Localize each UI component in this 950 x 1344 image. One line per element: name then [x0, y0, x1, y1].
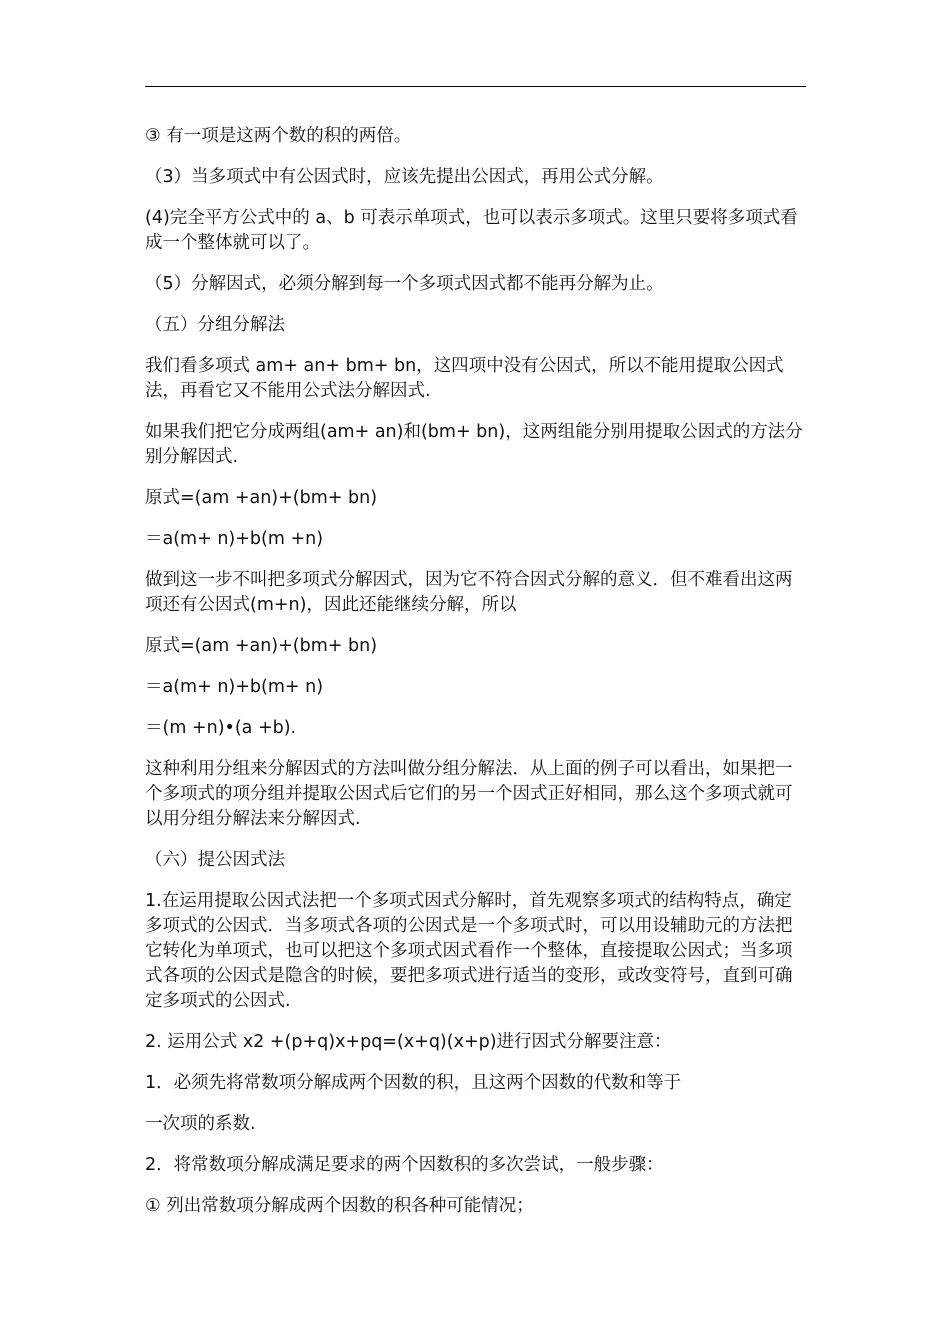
paragraph-17: 2. 运用公式 x2 +(p+q)x+pq=(x+q)(x+p)进行因式分解要注意： [145, 1032, 672, 1052]
paragraph-2: （3）当多项式中有公因式时，应该先提出公因式，再用公式分解。 [145, 167, 664, 187]
paragraph-21: ① 列出常数项分解成两个因数的积各种可能情况； [145, 1196, 534, 1216]
paragraph-14: 这种利用分组来分解因式的方法叫做分组分解法．从上面的例子可以看出，如果把一个多项式的项分组并提取公因式后它们的另一个因式正好相同，那么这个多项式就可以用分组分解法来分解因式. [145, 759, 793, 829]
paragraph-10: 做到这一步不叫把多项式分解因式，因为它不符合因式分解的意义．但不难看出这两项还有公因式(m+n)，因此还能继续分解，所以 [145, 570, 793, 615]
formula-line-12: ＝a(m+ n)+b(m+ n) [145, 677, 324, 697]
section-heading-15: （六）提公因式法 [145, 850, 285, 870]
paragraph-7: 如果我们把它分成两组(am+ an)和(bm+ bn)，这两组能分别用提取公因式的方法分别分解因式. [145, 422, 803, 467]
paragraph-18: 1．必须先将常数项分解成两个因数的积，且这两个因数的代数和等于 [145, 1073, 682, 1093]
formula-line-11: 原式=(am +an)+(bm+ bn) [145, 636, 378, 656]
section-heading-5: （五）分组分解法 [145, 315, 285, 335]
formula-line-9: ＝a(m+ n)+b(m +n) [145, 529, 324, 549]
formula-line-13: ＝(m +n)•(a +b). [145, 718, 297, 738]
formula-line-8: 原式=(am +an)+(bm+ bn) [145, 488, 378, 508]
header-rule [145, 86, 806, 87]
paragraph-20: 2．将常数项分解成满足要求的两个因数积的多次尝试，一般步骤： [145, 1155, 664, 1175]
paragraph-3: (4)完全平方公式中的 a、b 可表示单项式，也可以表示多项式。这里只要将多项式看成一个整体就可以了。 [145, 208, 798, 253]
paragraph-19: 一次项的系数. [145, 1114, 256, 1134]
paragraph-1: ③ 有一项是这两个数的积的两倍。 [145, 126, 412, 146]
document-body [145, 124, 807, 1235]
paragraph-16: 1.在运用提取公因式法把一个多项式因式分解时，首先观察多项式的结构特点，确定多项式的公因式．当多项式各项的公因式是一个多项式时，可以用设辅助元的方法把它转化为单项式，也可以把这个多项式因式看作一个整体，直接提取公因式；当多项式各项的公因式是隐含的时候，要把多项式进行适当的变形，或改变符号，直到可确定多项式的公因式. [145, 891, 793, 1011]
paragraph-6: 我们看多项式 am+ an+ bm+ bn，这四项中没有公因式，所以不能用提取公因式法，再看它又不能用公式法分解因式. [145, 356, 784, 401]
paragraph-4: （5）分解因式，必须分解到每一个多项式因式都不能再分解为止。 [145, 274, 664, 294]
